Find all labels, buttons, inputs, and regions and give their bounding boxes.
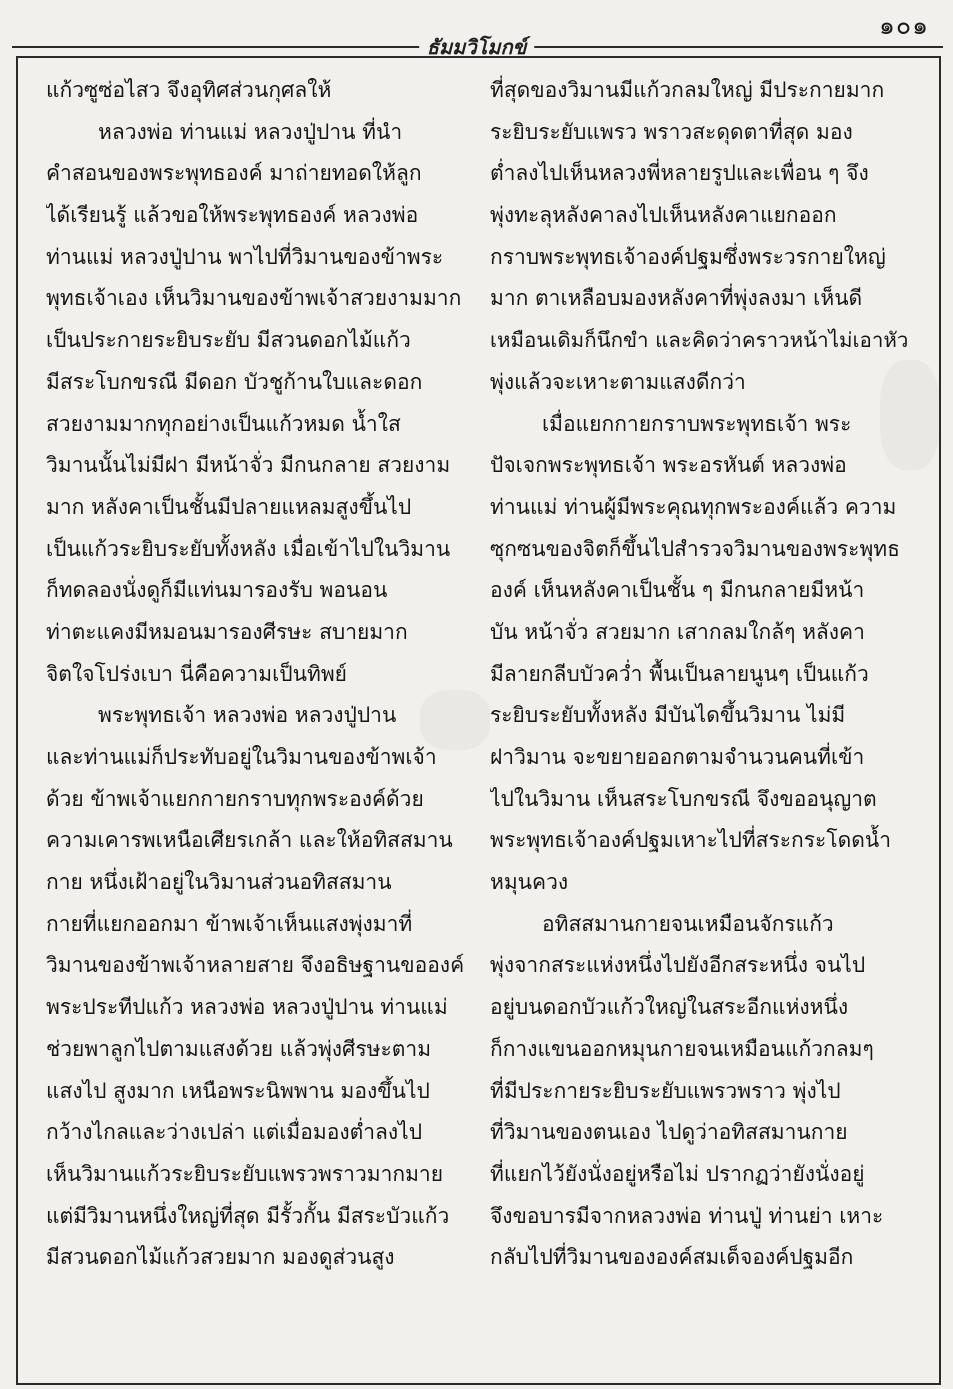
text-line: ก็กางแขนออกหมุนกายจนเหมือนแก้วกลมๆ xyxy=(490,1036,874,1061)
text-line: ที่วิมานของตนเอง ไปดูว่าอทิสสมานกาย xyxy=(490,1120,848,1145)
running-title: ธัมมวิโมกข์ xyxy=(419,31,535,63)
text-line: กลับไปที่วิมานขององค์สมเด็จองค์ปฐมอีก xyxy=(490,1245,854,1270)
text-line: เป็นแก้วระยิบระยับทั้งหลัง เมื่อเข้าไปในวิมาน xyxy=(46,536,451,561)
text-line: ที่สุดของวิมานมีแก้วกลมใหญ่ มีประกายมาก xyxy=(490,78,885,102)
text-line: พุ่งทะลุหลังคาลงไปเห็นหลังคาแยกออก xyxy=(490,203,837,228)
text-line: มีลายกลีบบัวคว่ำ พื้นเป็นลายนูนๆ เป็นแก้ว xyxy=(490,661,869,686)
text-line: ช่วยพาลูกไปตามแสงด้วย แล้วพุ่งศีรษะตาม xyxy=(46,1036,432,1061)
text-line: ความเคารพเหนือเศียรเกล้า และให้อทิสสมาน xyxy=(46,828,453,853)
text-line: พระประทีปแก้ว หลวงพ่อ หลวงปู่ปาน ท่านแม่ xyxy=(46,995,448,1020)
text-line: อทิสสมานกายจนเหมือนจักรแก้ว xyxy=(542,911,834,936)
text-line: มาก หลังคาเป็นชั้นมีปลายแหลมสูงขึ้นไป xyxy=(46,494,412,519)
text-line: หลวงพ่อ ท่านแม่ หลวงปู่ปาน ที่นำ xyxy=(98,119,403,144)
text-line: ต่ำลงไปเห็นหลวงพี่หลายรูปและเพื่อน ๆ จึง xyxy=(490,161,869,186)
text-line: และท่านแม่ก็ประทับอยู่ในวิมานของข้าพเจ้า xyxy=(46,745,437,769)
text-line: เห็นวิมานแก้วระยิบระยับแพรวพราวมากมาย xyxy=(46,1161,444,1186)
text-line: สวยงามมากทุกอย่างเป็นแก้วหมด น้ำใส xyxy=(46,411,401,436)
text-line: แต่มีวิมานหนึ่งใหญ่ที่สุด มีรั้วกั้น มีสระบัวแก้ว xyxy=(46,1203,450,1228)
text-line: ระยิบระยับทั้งหลัง มีบันไดขึ้นวิมาน ไม่มี xyxy=(490,703,846,728)
text-line: กายที่แยกออกมา ข้าพเจ้าเห็นแสงพุ่งมาที่ xyxy=(46,911,413,936)
text-line: คำสอนของพระพุทธองค์ มาถ่ายทอดให้ลูก xyxy=(46,161,422,186)
text-line: ไปในวิมาน เห็นสระโบกขรณี จึงขออนุญาต xyxy=(490,786,877,811)
text-line: ท่านแม่ ท่านผู้มีพระคุณทุกพระองค์แล้ว ความ xyxy=(490,494,897,519)
page-number: ๑๐๑ xyxy=(879,11,929,40)
text-line: พุทธเจ้าเอง เห็นวิมานของข้าพเจ้าสวยงามมาก xyxy=(46,286,462,311)
text-line: ที่แยกไว้ยังนั่งอยู่หรือไม่ ปรากฏว่ายังนั่งอยู่ xyxy=(490,1161,865,1186)
text-line: เหมือนเดิมก็นึกขำ และคิดว่าคราวหน้าไม่เอาหัว xyxy=(490,328,909,353)
text-line: หมุนควง xyxy=(490,870,569,895)
text-line: กว้างไกลและว่างเปล่า แต่เมื่อมองต่ำลงไป xyxy=(46,1120,423,1145)
text-line: แสงไป สูงมาก เหนือพระนิพพาน มองขึ้นไป xyxy=(46,1078,430,1103)
text-line: อยู่บนดอกบัวแก้วใหญ่ในสระอีกแห่งหนึ่ง xyxy=(490,995,849,1020)
text-line: ได้เรียนรู้ แล้วขอให้พระพุทธองค์ หลวงพ่อ xyxy=(46,203,419,228)
text-line: จึงขอบารมีจากหลวงพ่อ ท่านปู่ ท่านย่า เหาะ xyxy=(490,1203,884,1228)
text-line: ด้วย ข้าพเจ้าแยกกายกราบทุกพระองค์ด้วย xyxy=(46,786,424,811)
text-line: มีสระโบกขรณี มีดอก บัวชูก้านใบและดอก xyxy=(46,369,423,394)
text-line: แก้วซูซ่อไสว จึงอุทิศส่วนกุศลให้ xyxy=(46,78,332,102)
text-line: ท่านแม่ หลวงปู่ปาน พาไปที่วิมานของข้าพระ xyxy=(46,244,444,269)
text-line: บัน หน้าจั่ว สวยมาก เสากลมใกล้ๆ หลังคา xyxy=(490,619,865,644)
left-column xyxy=(46,70,466,1373)
text-line: เมื่อแยกกายกราบพระพุทธเจ้า พระ xyxy=(542,411,852,436)
text-line: ที่มีประกายระยิบระยับแพรวพราว พุ่งไป xyxy=(490,1078,841,1103)
text-line: พระพุทธเจ้าองค์ปฐมเหาะไปที่สระกระโดดน้ำ xyxy=(490,828,892,853)
text-line: กาย หนึ่งเฝ้าอยู่ในวิมานส่วนอทิสสมาน xyxy=(46,870,392,895)
text-line: พระพุทธเจ้า หลวงพ่อ หลวงปู่ปาน xyxy=(98,703,397,728)
text-line: ซุกซนของจิตก็ขึ้นไปสำรวจวิมานของพระพุทธ xyxy=(490,536,900,561)
right-column xyxy=(490,70,912,1373)
text-line: พุ่งแล้วจะเหาะตามแสงดีกว่า xyxy=(490,369,746,394)
text-line: พุ่งจากสระแห่งหนึ่งไปยังอีกสระหนึ่ง จนไป xyxy=(490,953,866,978)
text-line: ก็ทดลองนั่งดูก็มีแท่นมารองรับ พอนอน xyxy=(46,578,388,603)
text-line: จิตใจโปร่งเบา นี่คือความเป็นทิพย์ xyxy=(46,661,347,686)
text-line: มาก ตาเหลือบมองหลังคาที่พุ่งลงมา เห็นดี xyxy=(490,286,863,311)
text-line: ระยิบระยับแพรว พราวสะดุดตาที่สุด มอง xyxy=(490,119,853,144)
text-line: กราบพระพุทธเจ้าองค์ปฐมซึ่งพระวรกายใหญ่ xyxy=(490,244,886,269)
text-line: เป็นประกายระยิบระยับ มีสวนดอกไม้แก้ว xyxy=(46,328,411,353)
text-line: ฝาวิมาน จะขยายออกตามจำนวนคนที่เข้า xyxy=(490,745,865,769)
text-line: วิมานของข้าพเจ้าหลายสาย จึงอธิษฐานขอองค์ xyxy=(46,953,465,978)
text-line: องค์ เห็นหลังคาเป็นชั้น ๆ มีกนกลายมีหน้า xyxy=(490,578,865,603)
text-line: ปัจเจกพระพุทธเจ้า พระอรหันต์ หลวงพ่อ xyxy=(490,453,847,478)
text-line: มีสวนดอกไม้แก้วสวยมาก มองดูส่วนสูง xyxy=(46,1245,395,1270)
text-line: ท่าตะแคงมีหมอนมารองศีรษะ สบายมาก xyxy=(46,619,408,644)
text-line: วิมานนั้นไม่มีฝา มีหน้าจั่ว มีกนกลาย สวยงาม xyxy=(46,453,451,478)
